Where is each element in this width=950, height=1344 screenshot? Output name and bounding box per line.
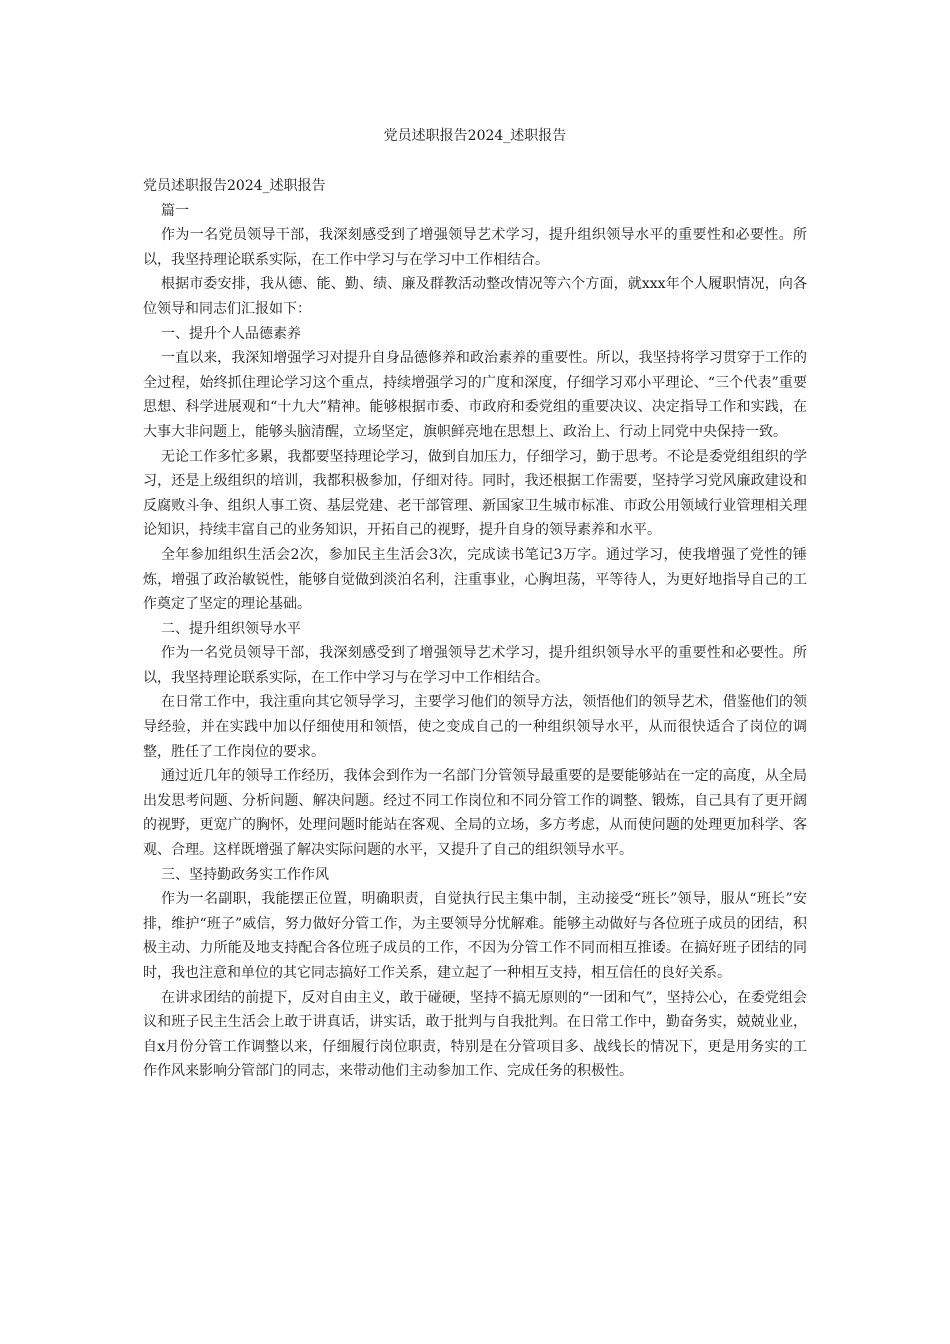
paragraph: 根据市委安排，我从德、能、勤、绩、廉及群教活动整改情况等六个方面，就xxx年个人履职情况，向各位领导和同志们汇报如下： [143, 276, 807, 317]
paragraph: 全年参加组织生活会2次，参加民主生活会3次，完成读书笔记3万字。通过学习，使我增强了党性的锤炼，增强了政治敏锐性，能够自觉做到淡泊名利，注重事业，心胸坦荡，平等待人，为更好地指导自己的工作奠定了坚定的理论基础。 [143, 546, 807, 613]
paragraph: 党员述职报告2024_述职报告 [143, 178, 326, 194]
paragraph: 作为一名副职，我能摆正位置，明确职责，自觉执行民主集中制，主动接受“班长”领导，服从“班长”安排，维护“班子”威信，努力做好分管工作，为主要领导分忧解难。能够主动做好与各位班子成员的团结，积极主动、力所能及地支持配合各位班子成员的工作，不因为分管工作不同而相互推诿。在搞好班子团结的同时，我也注意和单位的其它同志搞好工作关系，建立起了一种相互支持，相互信任的良好关系。 [143, 891, 807, 981]
paragraph: 无论工作多忙多累，我都要坚持理论学习，做到自加压力，仔细学习，勤于思考。不论是委党组组织的学习，还是上级组织的培训，我都积极参加，仔细对待。同时，我还根据工作需要，坚持学习党风廉政建设和反腐败斗争、组织人事工资、基层党建、老干部管理、新国家卫生城市标准、市政公用领域行业管理相关理论知识，持续丰富自己的业务知识，开拓自己的视野，提升自身的领导素养和水平。 [143, 448, 807, 539]
paragraph: 通过近几年的领导工作经历，我体会到作为一名部门分管领导最重要的是要能够站在一定的高度，从全局出发思考问题、分析问题、解决问题。经过不同工作岗位和不同分管工作的调整、锻炼，自己具有了更开阔的视野，更宽广的胸怀，处理问题时能站在客观、全局的立场，多方考虑，从而使问题的处理更加科学、客观、合理。这样既增强了解决实际问题的水平，又提升了自己的组织领导水平。 [143, 768, 807, 859]
paragraph: 篇一 [161, 202, 189, 219]
paragraph: 在讲求团结的前提下，反对自由主义，敢于碰硬，坚持不搞无原则的“一团和气”，坚持公心，在委党组会议和班子民主生活会上敢于讲真话，讲实话，敢于批判与自我批判。在日常工作中，勤奋务实，兢兢业业，自x月份分管工作调整以来，仔细履行岗位职责，特别是在分管项目多、战线长的情况下，更是用务实的工作作风来影响分管部门的同志，来带动他们主动参加工作、完成任务的积极性。 [143, 989, 807, 1080]
paragraph: 在日常工作中，我注重向其它领导学习，主要学习他们的领导方法，领悟他们的领导艺术，借鉴他们的领导经验，并在实践中加以仔细使用和领悟，使之变成自己的一种组织领导水平，从而很快适合了岗位的调整，胜任了工作岗位的要求。 [143, 694, 807, 760]
paragraph: 作为一名党员领导干部，我深刻感受到了增强领导艺术学习，提升组织领导水平的重要性和必要性。所以，我坚持理论联系实际，在工作中学习与在学习中工作相结合。 [143, 227, 807, 268]
paragraph: 一直以来，我深知增强学习对提升自身品德修养和政治素养的重要性。所以，我坚持将学习贯穿于工作的全过程，始终抓住理论学习这个重点，持续增强学习的广度和深度，仔细学习邓小平理论、“三个代表”重要思想、科学进展观和“十九大”精神。能够根据市委、市政府和委党组的重要决议、决定指导工作和实践，在大事大非问题上，能够头脑清醒，立场坚定，旗帜鲜亮地在思想上、政治上、行动上同党中央保持一致。 [143, 350, 807, 440]
paragraph: 三、坚持勤政务实工作作风 [161, 866, 329, 883]
paragraph: 一、提升个人品德素养 [161, 325, 301, 342]
document-title: 党员述职报告2024_述职报告 [383, 128, 567, 144]
paragraph: 作为一名党员领导干部，我深刻感受到了增强领导艺术学习，提升组织领导水平的重要性和必要性。所以，我坚持理论联系实际，在工作中学习与在学习中工作相结合。 [143, 645, 807, 686]
paragraph: 二、提升组织领导水平 [161, 620, 301, 637]
document-body [143, 174, 807, 1084]
